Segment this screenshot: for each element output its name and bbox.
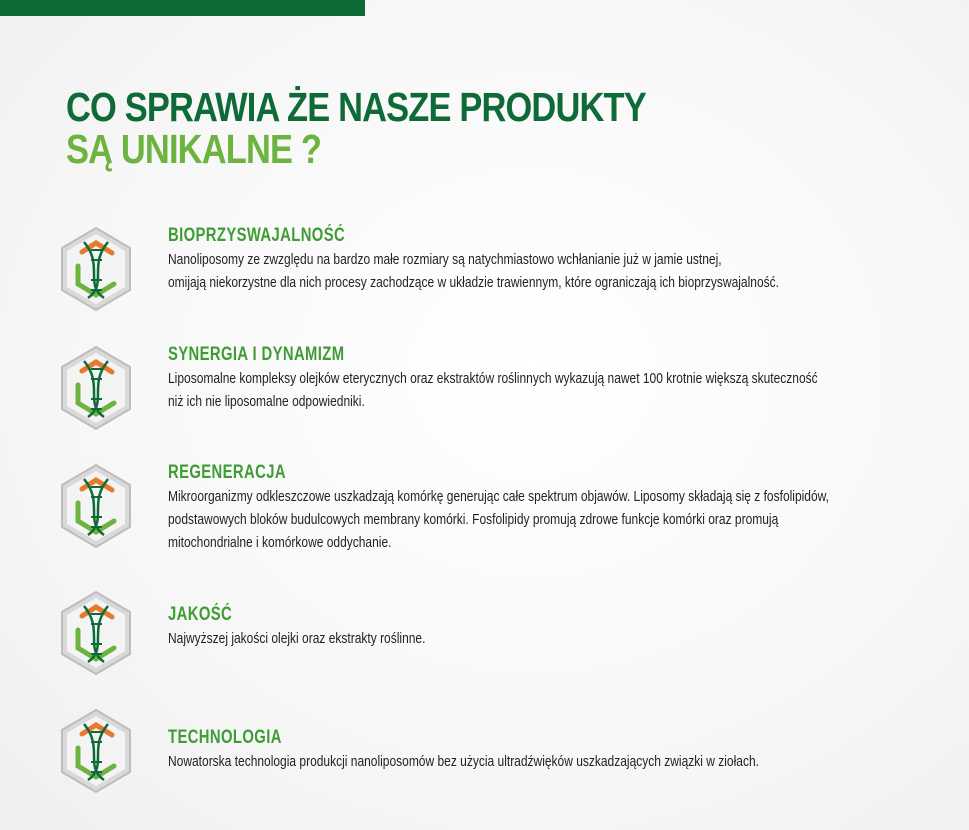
feature-description-line: mitochondrialne i komórkowe oddychanie.: [168, 534, 392, 551]
feature-text: [168, 226, 968, 294]
feature-description-line: omijają niekorzystne dla nich procesy zachodzące w układzie trawiennym, które ograniczają ich bioprzyswajalność.: [168, 274, 779, 291]
feature-synergia-i-dynamizm: [58, 345, 938, 445]
feature-description-line: Liposomalne kompleksy olejków eterycznych oraz ekstraktów roślinnych wykazują nawet 100 krotnie większą skuteczność: [168, 370, 818, 387]
feature-description-line: Nowatorska technologia produkcji nanoliposomów bez użycia ultradźwięków uszkadzających związki w ziołach.: [168, 753, 759, 770]
feature-title: REGENERACJA: [168, 462, 286, 483]
page-title-line1: CO SPRAWIA ŻE NASZE PRODUKTY: [66, 84, 646, 130]
feature-description-line: Najwyższej jakości olejki oraz ekstrakty roślinne.: [168, 630, 426, 647]
dna-icon: [58, 345, 134, 431]
feature-text: [168, 605, 968, 650]
feature-description: [168, 248, 968, 294]
top-accent-bar: [0, 0, 365, 16]
dna-icon: [58, 463, 134, 549]
feature-regeneracja: [58, 463, 938, 563]
feature-description: [168, 485, 968, 554]
feature-bioprzyswajalnosc: [58, 226, 938, 326]
feature-jakosc: [58, 590, 938, 690]
feature-description: [168, 627, 968, 650]
page-title-line2: SĄ UNIKALNE ?: [66, 126, 322, 172]
feature-description-line: Nanoliposomy ze zwzględu na bardzo małe rozmiary są natychmiastowo wchłanianie już w jamie ustnej,: [168, 251, 722, 268]
feature-description-line: Mikroorganizmy odkleszczowe uszkadzają komórkę generując całe spektrum objawów. Liposomy składają się z fosfolipidów,: [168, 488, 829, 505]
feature-description-line: podstawowych bloków budulcowych membrany komórki. Fosfolipidy promują zdrowe funkcje komórki oraz promują: [168, 511, 779, 528]
feature-text: [168, 345, 968, 413]
feature-text: [168, 463, 968, 554]
feature-technologia: [58, 708, 938, 808]
feature-title: JAKOŚĆ: [168, 604, 233, 625]
feature-description-line: niż ich nie liposomalne odpowiedniki.: [168, 393, 365, 410]
feature-title: BIOPRZYSWAJALNOŚĆ: [168, 225, 346, 246]
dna-icon: [58, 590, 134, 676]
feature-title: SYNERGIA I DYNAMIZM: [168, 344, 345, 365]
dna-icon: [58, 708, 134, 794]
feature-description: [168, 367, 968, 413]
page-title: [66, 86, 646, 170]
dna-icon: [58, 226, 134, 312]
feature-title: TECHNOLOGIA: [168, 727, 282, 748]
feature-text: [168, 728, 968, 773]
feature-description: [168, 750, 968, 773]
